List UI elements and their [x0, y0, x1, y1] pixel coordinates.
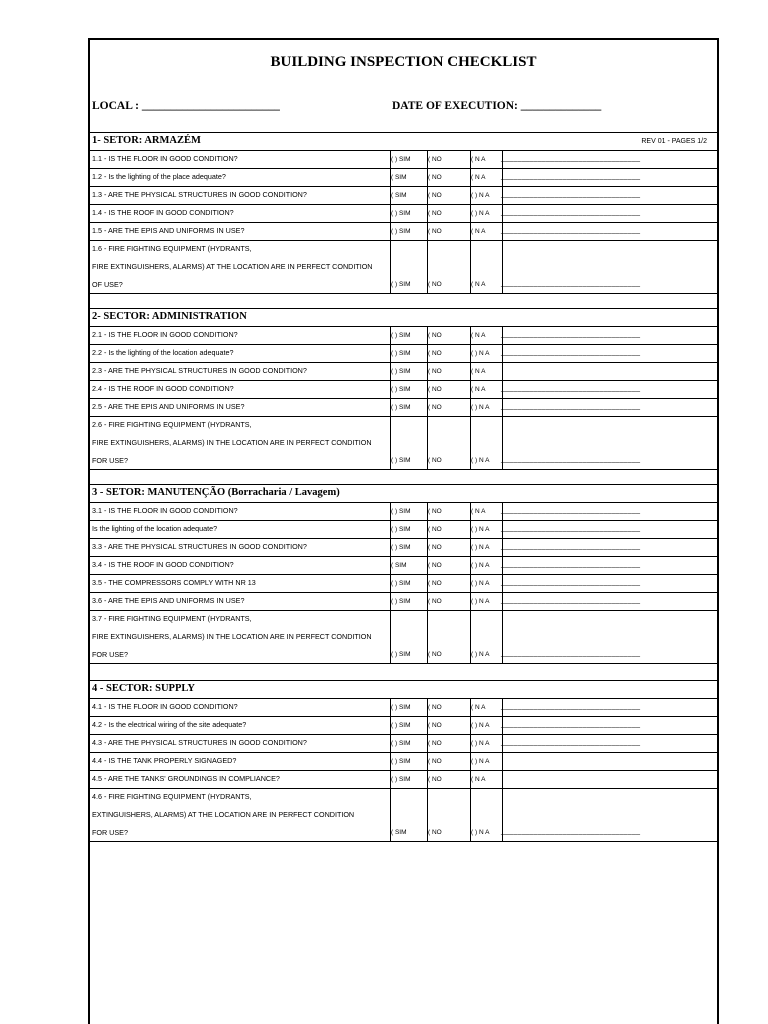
column-divider: [427, 186, 428, 204]
observation-line[interactable]: __________________________________: [501, 191, 641, 198]
column-divider: [390, 574, 391, 592]
column-divider: [390, 716, 391, 734]
column-divider: [427, 380, 428, 398]
column-divider: [427, 610, 428, 663]
option-na-checkbox[interactable]: ( ) N A: [471, 598, 490, 605]
checklist-row: [90, 362, 717, 380]
column-divider: [502, 344, 503, 362]
column-divider: [502, 610, 503, 663]
checklist-row: [90, 204, 717, 222]
option-na-checkbox[interactable]: ( N A: [471, 386, 486, 393]
column-divider: [502, 240, 503, 293]
observation-line[interactable]: __________________________________: [501, 828, 641, 835]
column-divider: [427, 520, 428, 538]
column-divider: [390, 788, 391, 841]
column-divider: [390, 344, 391, 362]
column-divider: [390, 222, 391, 240]
row-rule: [90, 841, 717, 842]
option-no-checkbox[interactable]: ( NO: [428, 508, 442, 515]
observation-line[interactable]: __________________________________: [501, 209, 641, 216]
checklist-row: [90, 556, 717, 574]
option-sim-checkbox[interactable]: ( ) SIM: [391, 580, 411, 587]
column-divider: [470, 362, 471, 380]
checklist-row: [90, 398, 717, 416]
column-divider: [470, 398, 471, 416]
checklist-row: [90, 574, 717, 592]
column-divider: [470, 734, 471, 752]
column-divider: [502, 592, 503, 610]
column-divider: [390, 538, 391, 556]
checklist-row: [90, 770, 717, 788]
option-na-checkbox[interactable]: ( N A: [471, 228, 486, 235]
observation-line[interactable]: __________________________________: [501, 721, 641, 728]
column-divider: [427, 734, 428, 752]
observation-line[interactable]: __________________________________: [501, 349, 641, 356]
column-divider: [470, 222, 471, 240]
option-sim-checkbox[interactable]: ( ) SIM: [391, 350, 411, 357]
column-divider: [427, 398, 428, 416]
checklist-sheet: [88, 38, 719, 1024]
question-text: 1.4 - IS THE ROOF IN GOOD CONDITION?: [92, 208, 234, 217]
column-divider: [502, 150, 503, 168]
column-divider: [427, 538, 428, 556]
option-sim-checkbox[interactable]: ( ) SIM: [391, 386, 411, 393]
checklist-row: [90, 344, 717, 362]
column-divider: [470, 344, 471, 362]
option-no-checkbox[interactable]: ( NO: [428, 281, 442, 288]
option-sim-checkbox[interactable]: ( SIM: [391, 192, 407, 199]
option-sim-checkbox[interactable]: ( ) SIM: [391, 544, 411, 551]
column-divider: [390, 520, 391, 538]
column-divider: [470, 698, 471, 716]
checklist-row: [90, 150, 717, 168]
option-sim-checkbox[interactable]: ( ) SIM: [391, 457, 411, 464]
column-divider: [470, 186, 471, 204]
option-na-checkbox[interactable]: ( N A: [471, 156, 486, 163]
option-sim-checkbox[interactable]: ( SIM: [391, 562, 407, 569]
column-divider: [390, 610, 391, 663]
question-text: 4.3 - ARE THE PHYSICAL STRUCTURES IN GOOD CONDITION?: [92, 738, 307, 747]
column-divider: [502, 204, 503, 222]
option-na-checkbox[interactable]: ( ) N A: [471, 350, 490, 357]
observation-line[interactable]: __________________________________: [501, 280, 641, 287]
column-divider: [427, 752, 428, 770]
option-na-checkbox[interactable]: ( ) N A: [471, 651, 490, 658]
option-sim-checkbox[interactable]: ( ) SIM: [391, 404, 411, 411]
column-divider: [470, 610, 471, 663]
checklist-row: [90, 610, 717, 663]
option-sim-checkbox[interactable]: ( ) SIM: [391, 758, 411, 765]
column-divider: [427, 416, 428, 469]
option-sim-checkbox[interactable]: ( ) SIM: [391, 740, 411, 747]
question-text: 3.1 - IS THE FLOOR IN GOOD CONDITION?: [92, 506, 238, 515]
observation-line[interactable]: __________________________________: [501, 561, 641, 568]
column-divider: [502, 186, 503, 204]
column-divider: [502, 416, 503, 469]
section-heading: 3 - SETOR: MANUTENÇÃO (Borracharia / Lavagem): [92, 487, 340, 498]
row-rule: [90, 663, 717, 664]
option-sim-checkbox[interactable]: ( SIM: [391, 829, 407, 836]
option-no-checkbox[interactable]: ( NO: [428, 192, 442, 199]
question-text: 4.6 - FIRE FIGHTING EQUIPMENT (HYDRANTS,: [92, 792, 252, 801]
row-rule: [90, 469, 717, 470]
column-divider: [390, 698, 391, 716]
option-no-checkbox[interactable]: ( NO: [428, 332, 442, 339]
column-divider: [390, 240, 391, 293]
column-divider: [470, 592, 471, 610]
option-sim-checkbox[interactable]: ( ) SIM: [391, 228, 411, 235]
option-na-checkbox[interactable]: ( N A: [471, 174, 486, 181]
option-no-checkbox[interactable]: ( NO: [428, 722, 442, 729]
option-no-checkbox[interactable]: ( NO: [428, 651, 442, 658]
column-divider: [502, 538, 503, 556]
option-no-checkbox[interactable]: ( NO: [428, 526, 442, 533]
option-sim-checkbox[interactable]: ( ) SIM: [391, 526, 411, 533]
column-divider: [427, 592, 428, 610]
option-sim-checkbox[interactable]: ( ) SIM: [391, 598, 411, 605]
column-divider: [427, 574, 428, 592]
option-no-checkbox[interactable]: ( NO: [428, 457, 442, 464]
option-sim-checkbox[interactable]: ( ) SIM: [391, 704, 411, 711]
option-no-checkbox[interactable]: ( NO: [428, 829, 442, 836]
option-na-checkbox[interactable]: ( ) N A: [471, 740, 490, 747]
column-divider: [470, 770, 471, 788]
column-divider: [470, 150, 471, 168]
question-text: 2.3 - ARE THE PHYSICAL STRUCTURES IN GOOD CONDITION?: [92, 366, 307, 375]
option-no-checkbox[interactable]: ( NO: [428, 704, 442, 711]
section-top-rule: [90, 132, 717, 133]
column-divider: [502, 222, 503, 240]
column-divider: [427, 222, 428, 240]
column-divider: [470, 240, 471, 293]
option-sim-checkbox[interactable]: ( ) SIM: [391, 332, 411, 339]
option-na-checkbox[interactable]: ( ) N A: [471, 192, 490, 199]
checklist-row: [90, 788, 717, 841]
question-text: 3.7 - FIRE FIGHTING EQUIPMENT (HYDRANTS,: [92, 614, 252, 623]
option-na-checkbox[interactable]: ( ) N A: [471, 544, 490, 551]
column-divider: [502, 502, 503, 520]
checklist-row: [90, 502, 717, 520]
local-field[interactable]: LOCAL : ________________________: [92, 100, 280, 112]
observation-line[interactable]: __________________________________: [501, 403, 641, 410]
column-divider: [502, 326, 503, 344]
option-na-checkbox[interactable]: ( N A: [471, 508, 486, 515]
column-divider: [427, 698, 428, 716]
column-divider: [470, 204, 471, 222]
column-divider: [390, 734, 391, 752]
column-divider: [502, 556, 503, 574]
column-divider: [390, 186, 391, 204]
observation-line[interactable]: __________________________________: [501, 525, 641, 532]
option-sim-checkbox[interactable]: ( ) SIM: [391, 156, 411, 163]
option-no-checkbox[interactable]: ( NO: [428, 174, 442, 181]
checklist-row: [90, 698, 717, 716]
option-na-checkbox[interactable]: ( N A: [471, 704, 486, 711]
observation-line[interactable]: __________________________________: [501, 173, 641, 180]
option-na-checkbox[interactable]: ( ) N A: [471, 404, 490, 411]
question-text: FOR USE?: [92, 828, 128, 837]
question-text: 1.1 - IS THE FLOOR IN GOOD CONDITION?: [92, 154, 238, 163]
section-top-rule: [90, 680, 717, 681]
option-na-checkbox[interactable]: ( ) N A: [471, 580, 490, 587]
section-top-rule: [90, 308, 717, 309]
column-divider: [502, 788, 503, 841]
column-divider: [502, 770, 503, 788]
option-no-checkbox[interactable]: ( NO: [428, 740, 442, 747]
option-no-checkbox[interactable]: ( NO: [428, 758, 442, 765]
option-no-checkbox[interactable]: ( NO: [428, 544, 442, 551]
option-na-checkbox[interactable]: ( N A: [471, 368, 486, 375]
question-text: 2.1 - IS THE FLOOR IN GOOD CONDITION?: [92, 330, 238, 339]
column-divider: [390, 556, 391, 574]
question-text: 4.5 - ARE THE TANKS' GROUNDINGS IN COMPLIANCE?: [92, 774, 280, 783]
option-na-checkbox[interactable]: ( ) N A: [471, 457, 490, 464]
question-text: 2.5 - ARE THE EPIS AND UNIFORMS IN USE?: [92, 402, 245, 411]
section-heading: 4 - SECTOR: SUPPLY: [92, 683, 195, 694]
observation-line[interactable]: __________________________________: [501, 227, 641, 234]
observation-line[interactable]: __________________________________: [501, 543, 641, 550]
column-divider: [470, 556, 471, 574]
question-text: OF USE?: [92, 280, 123, 289]
question-text: 3.4 - IS THE ROOF IN GOOD CONDITION?: [92, 560, 234, 569]
question-text: 1.2 - Is the lighting of the place adequate?: [92, 172, 226, 181]
option-no-checkbox[interactable]: ( NO: [428, 228, 442, 235]
checklist-row: [90, 520, 717, 538]
column-divider: [390, 770, 391, 788]
column-divider: [502, 734, 503, 752]
option-no-checkbox[interactable]: ( NO: [428, 210, 442, 217]
option-na-checkbox[interactable]: ( ) N A: [471, 526, 490, 533]
column-divider: [502, 752, 503, 770]
column-divider: [390, 416, 391, 469]
checklist-row: [90, 592, 717, 610]
column-divider: [427, 326, 428, 344]
option-na-checkbox[interactable]: ( ) N A: [471, 829, 490, 836]
observation-line[interactable]: __________________________________: [501, 456, 641, 463]
question-text: 2.6 - FIRE FIGHTING EQUIPMENT (HYDRANTS,: [92, 420, 252, 429]
option-no-checkbox[interactable]: ( NO: [428, 580, 442, 587]
option-no-checkbox[interactable]: ( NO: [428, 776, 442, 783]
column-divider: [390, 502, 391, 520]
option-na-checkbox[interactable]: ( N A: [471, 332, 486, 339]
observation-line[interactable]: __________________________________: [501, 331, 641, 338]
column-divider: [427, 556, 428, 574]
column-divider: [470, 326, 471, 344]
observation-line[interactable]: __________________________________: [501, 739, 641, 746]
question-text: 3.6 - ARE THE EPIS AND UNIFORMS IN USE?: [92, 596, 245, 605]
column-divider: [502, 716, 503, 734]
checklist-row: [90, 734, 717, 752]
option-na-checkbox[interactable]: ( ) N A: [471, 562, 490, 569]
checklist-row: [90, 240, 717, 293]
column-divider: [390, 380, 391, 398]
checklist-row: [90, 168, 717, 186]
column-divider: [470, 416, 471, 469]
column-divider: [502, 698, 503, 716]
option-no-checkbox[interactable]: ( NO: [428, 404, 442, 411]
column-divider: [470, 168, 471, 186]
option-sim-checkbox[interactable]: ( ) SIM: [391, 508, 411, 515]
column-divider: [502, 168, 503, 186]
checklist-row: [90, 716, 717, 734]
column-divider: [470, 752, 471, 770]
column-divider: [427, 240, 428, 293]
revision-pages-label: REV 01 - PAGES 1/2: [641, 138, 707, 145]
option-na-checkbox[interactable]: ( N A: [471, 776, 486, 783]
checklist-row: [90, 222, 717, 240]
question-text: 4.2 - Is the electrical wiring of the site adequate?: [92, 720, 247, 729]
option-sim-checkbox[interactable]: ( ) SIM: [391, 281, 411, 288]
column-divider: [470, 788, 471, 841]
option-na-checkbox[interactable]: ( ) N A: [471, 210, 490, 217]
observation-line[interactable]: __________________________________: [501, 385, 641, 392]
question-text: FOR USE?: [92, 456, 128, 465]
option-sim-checkbox[interactable]: ( ) SIM: [391, 722, 411, 729]
column-divider: [470, 574, 471, 592]
question-text: 2.2 - Is the lighting of the location adequate?: [92, 348, 234, 357]
question-text: FOR USE?: [92, 650, 128, 659]
observation-line[interactable]: __________________________________: [501, 650, 641, 657]
checklist-row: [90, 326, 717, 344]
option-no-checkbox[interactable]: ( NO: [428, 156, 442, 163]
observation-line[interactable]: __________________________________: [501, 703, 641, 710]
column-divider: [470, 716, 471, 734]
option-sim-checkbox[interactable]: ( ) SIM: [391, 368, 411, 375]
question-text: FIRE EXTINGUISHERS, ALARMS) IN THE LOCATION ARE IN PERFECT CONDITION: [92, 632, 372, 641]
option-na-checkbox[interactable]: ( ) N A: [471, 722, 490, 729]
column-divider: [427, 204, 428, 222]
question-text: 4.4 - IS THE TANK PROPERLY SIGNAGED?: [92, 756, 237, 765]
checklist-row: [90, 380, 717, 398]
question-text: 1.5 - ARE THE EPIS AND UNIFORMS IN USE?: [92, 226, 245, 235]
column-divider: [390, 398, 391, 416]
option-no-checkbox[interactable]: ( NO: [428, 562, 442, 569]
question-text: 3.3 - ARE THE PHYSICAL STRUCTURES IN GOOD CONDITION?: [92, 542, 307, 551]
date-of-execution-field[interactable]: DATE OF EXECUTION: ______________: [392, 100, 602, 112]
option-sim-checkbox[interactable]: ( ) SIM: [391, 210, 411, 217]
checklist-row: [90, 538, 717, 556]
option-sim-checkbox[interactable]: ( SIM: [391, 174, 407, 181]
column-divider: [390, 326, 391, 344]
column-divider: [390, 168, 391, 186]
observation-line[interactable]: __________________________________: [501, 507, 641, 514]
question-text: FIRE EXTINGUISHERS, ALARMS) AT THE LOCATION ARE IN PERFECT CONDITION: [92, 262, 373, 271]
column-divider: [427, 788, 428, 841]
observation-line[interactable]: __________________________________: [501, 597, 641, 604]
column-divider: [470, 520, 471, 538]
column-divider: [502, 380, 503, 398]
column-divider: [427, 150, 428, 168]
column-divider: [427, 362, 428, 380]
column-divider: [502, 362, 503, 380]
checklist-row: [90, 752, 717, 770]
option-na-checkbox[interactable]: ( ) N A: [471, 758, 490, 765]
question-text: 1.6 - FIRE FIGHTING EQUIPMENT (HYDRANTS,: [92, 244, 252, 253]
column-divider: [427, 502, 428, 520]
section-top-rule: [90, 484, 717, 485]
column-divider: [390, 592, 391, 610]
row-rule: [90, 293, 717, 294]
column-divider: [470, 502, 471, 520]
option-na-checkbox[interactable]: ( N A: [471, 281, 486, 288]
column-divider: [502, 520, 503, 538]
column-divider: [427, 716, 428, 734]
section-heading: 2- SECTOR: ADMINISTRATION: [92, 311, 247, 322]
column-divider: [427, 344, 428, 362]
option-no-checkbox[interactable]: ( NO: [428, 386, 442, 393]
column-divider: [470, 538, 471, 556]
checklist-row: [90, 186, 717, 204]
column-divider: [470, 380, 471, 398]
question-text: 1.3 - ARE THE PHYSICAL STRUCTURES IN GOOD CONDITION?: [92, 190, 307, 199]
section-heading: 1- SETOR: ARMAZÉM: [92, 135, 201, 146]
observation-line[interactable]: __________________________________: [501, 579, 641, 586]
option-sim-checkbox[interactable]: ( ) SIM: [391, 651, 411, 658]
question-text: 3.5 - THE COMPRESSORS COMPLY WITH NR 13: [92, 578, 256, 587]
column-divider: [427, 770, 428, 788]
page-title: BUILDING INSPECTION CHECKLIST: [270, 54, 537, 70]
question-text: EXTINGUISHERS, ALARMS) AT THE LOCATION ARE IN PERFECT CONDITION: [92, 810, 355, 819]
option-sim-checkbox[interactable]: ( ) SIM: [391, 776, 411, 783]
option-no-checkbox[interactable]: ( NO: [428, 350, 442, 357]
column-divider: [502, 398, 503, 416]
question-text: FIRE EXTINGUISHERS, ALARMS) IN THE LOCATION ARE IN PERFECT CONDITION: [92, 438, 372, 447]
question-text: Is the lighting of the location adequate?: [92, 524, 218, 533]
option-no-checkbox[interactable]: ( NO: [428, 368, 442, 375]
question-text: 2.4 - IS THE ROOF IN GOOD CONDITION?: [92, 384, 234, 393]
column-divider: [390, 150, 391, 168]
option-no-checkbox[interactable]: ( NO: [428, 598, 442, 605]
column-divider: [427, 168, 428, 186]
column-divider: [502, 574, 503, 592]
observation-line[interactable]: __________________________________: [501, 155, 641, 162]
checklist-row: [90, 416, 717, 469]
column-divider: [390, 752, 391, 770]
question-text: 4.1 - IS THE FLOOR IN GOOD CONDITION?: [92, 702, 238, 711]
column-divider: [390, 362, 391, 380]
column-divider: [390, 204, 391, 222]
